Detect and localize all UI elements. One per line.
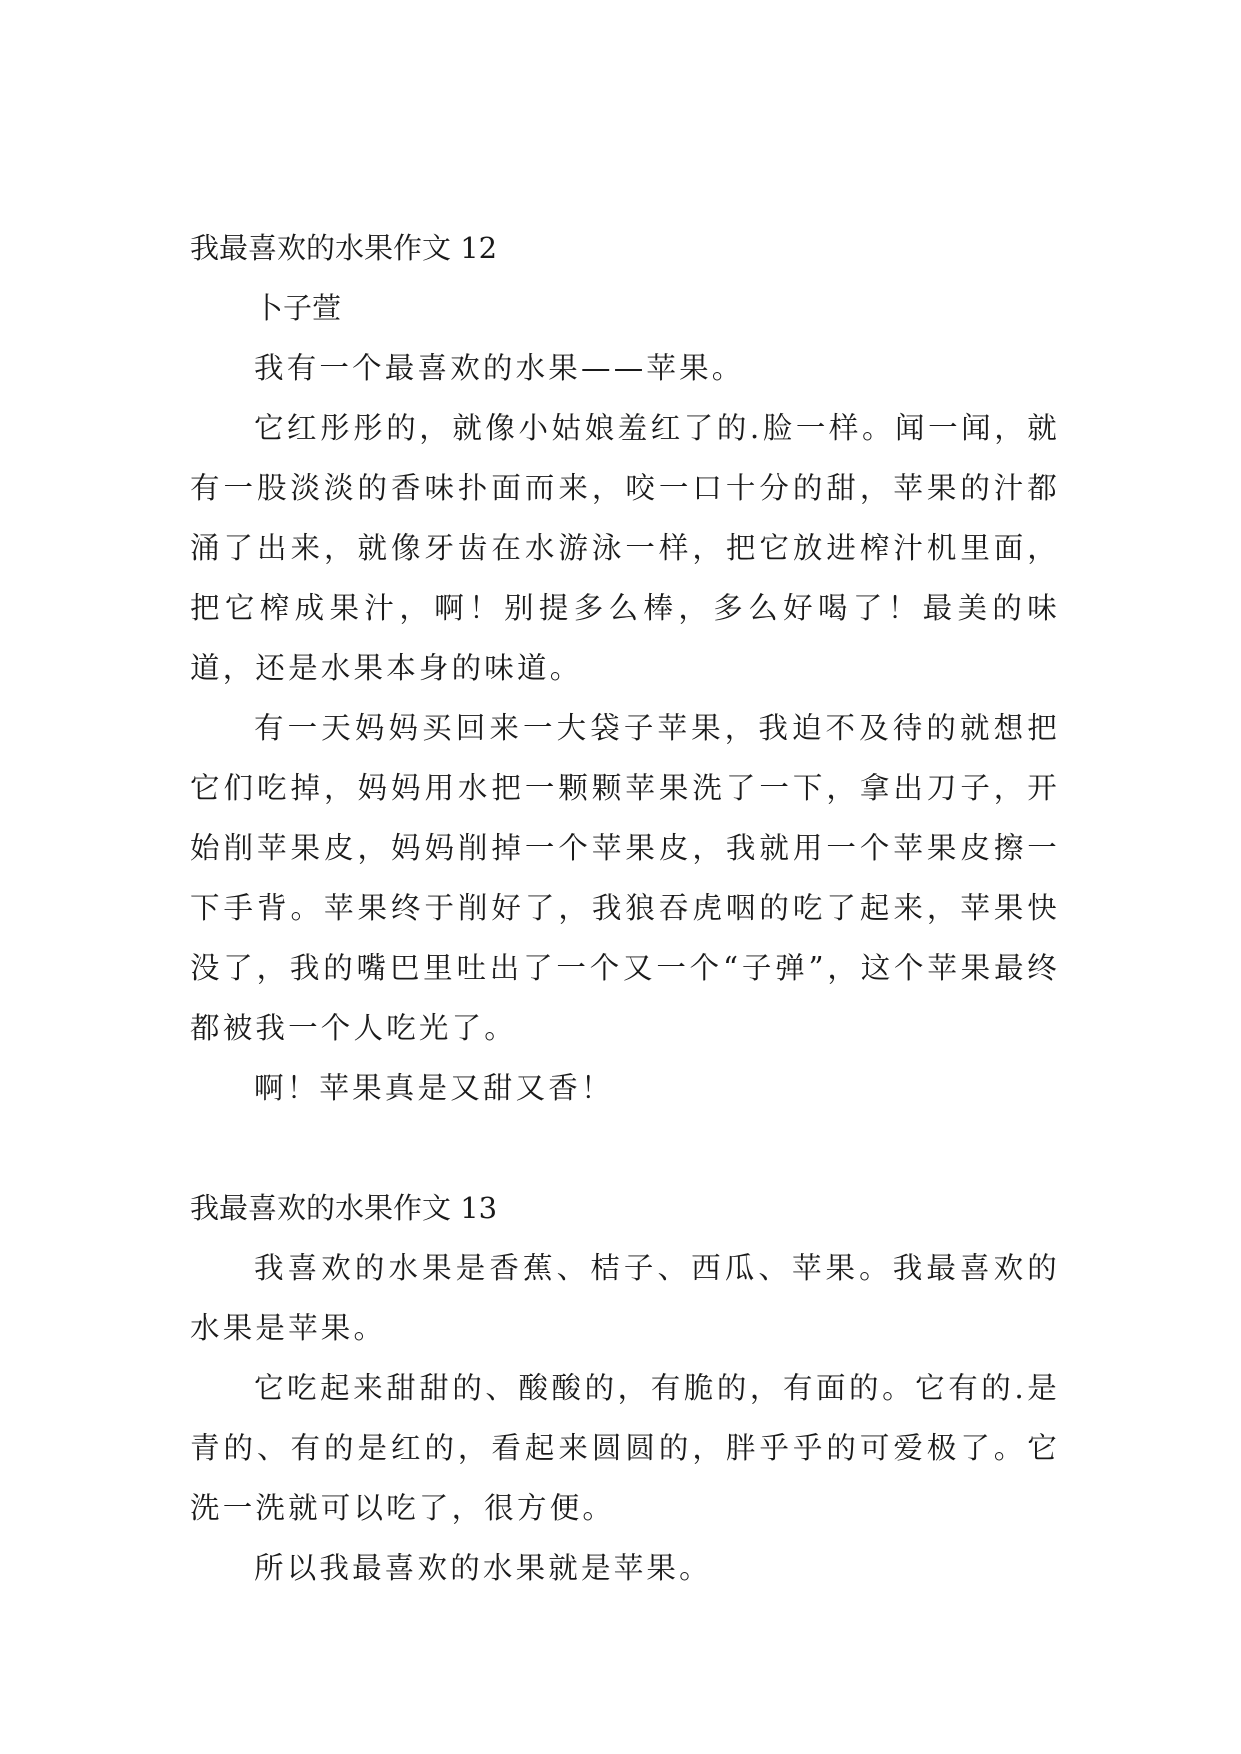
essay-paragraph: 它吃起来甜甜的、酸酸的，有脆的，有面的。它有的.是青的、有的是红的，看起来圆圆的，胖乎乎的可爱极了。它洗一洗就可以吃了，很方便。 [190,1371,1060,1525]
essay-paragraph: 我有一个最喜欢的水果——苹果。 [254,351,745,385]
essay-12 [190,218,1060,1118]
essay-author: 卜子萱 [254,291,342,325]
essay-paragraph: 它红彤彤的，就像小姑娘羞红了的.脸一样。闻一闻，就有一股淡淡的香味扑面而来，咬一口十分的甜，苹果的汁都涌了出来，就像牙齿在水游泳一样，把它放进榨汁机里面，把它榨成果汁，啊！别提多么棒，多么好喝了！最美的味道，还是水果本身的味道。 [190,411,1060,685]
essay-paragraph: 有一天妈妈买回来一大袋子苹果，我迫不及待的就想把它们吃掉，妈妈用水把一颗颗苹果洗了一下，拿出刀子，开始削苹果皮，妈妈削掉一个苹果皮，我就用一个苹果皮擦一下手背。苹果终于削好了，我狼吞虎咽的吃了起来，苹果快没了，我的嘴巴里吐出了一个又一个“子弹”，这个苹果最终都被我一个人吃光了。 [190,711,1060,1045]
document-body [190,218,1060,1598]
essay-paragraph: 啊！苹果真是又甜又香！ [254,1071,614,1105]
essay-paragraph: 所以我最喜欢的水果就是苹果。 [254,1551,712,1585]
essay-paragraph: 我喜欢的水果是香蕉、桔子、西瓜、苹果。我最喜欢的水果是苹果。 [190,1251,1060,1345]
section-spacer [190,1118,1060,1178]
essay-13 [190,1178,1060,1598]
essay-title: 我最喜欢的水果作文 12 [190,231,498,265]
essay-title: 我最喜欢的水果作文 13 [190,1191,498,1225]
